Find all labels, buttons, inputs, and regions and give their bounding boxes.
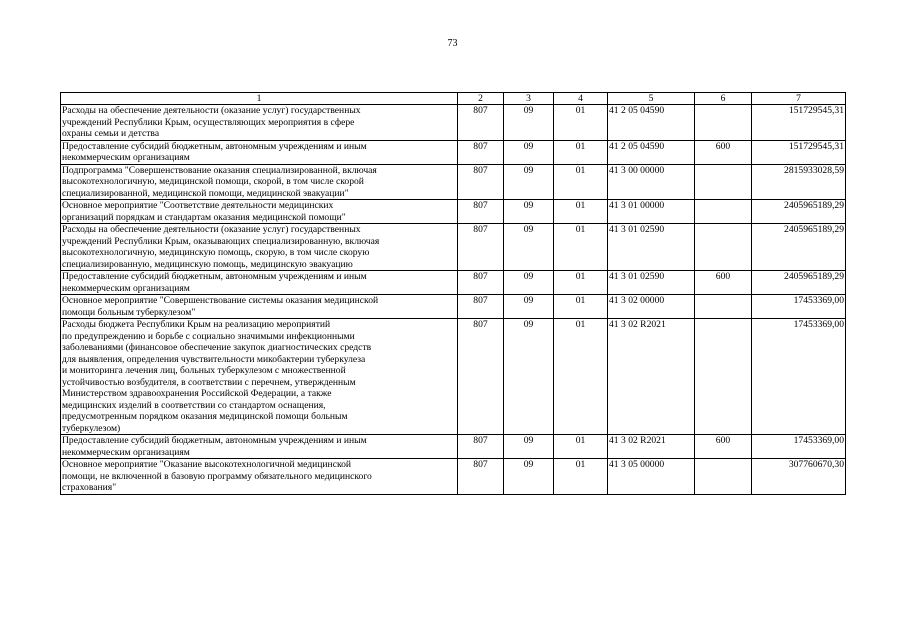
row-rz: 09 — [504, 459, 554, 495]
row-sum: 2405965189,29 — [752, 271, 846, 295]
row-sum: 151729545,31 — [752, 105, 846, 141]
row-name: Основное мероприятие "Совершенствование системы оказания медицинской помощи больным туберкулезом" — [61, 295, 458, 319]
row-pr: 01 — [554, 200, 608, 224]
row-pr: 01 — [554, 140, 608, 164]
row-pr: 01 — [554, 164, 608, 200]
header-pr-col: 4 — [554, 93, 608, 105]
header-vr-col: 6 — [695, 93, 752, 105]
header-sum-col: 7 — [752, 93, 846, 105]
table-row — [61, 200, 846, 224]
row-sum: 2815933028,59 — [752, 164, 846, 200]
row-gr: 807 — [458, 295, 504, 319]
table-row — [61, 140, 846, 164]
row-cs: 41 3 02 00000 — [608, 295, 695, 319]
table-row — [61, 319, 846, 435]
table-header-row — [61, 93, 846, 105]
row-pr: 01 — [554, 459, 608, 495]
row-cs: 41 3 05 00000 — [608, 459, 695, 495]
table-row — [61, 105, 846, 141]
row-rz: 09 — [504, 435, 554, 459]
row-pr: 01 — [554, 224, 608, 271]
row-gr: 807 — [458, 319, 504, 435]
table-row — [61, 271, 846, 295]
table-row — [61, 224, 846, 271]
header-rz-col: 3 — [504, 93, 554, 105]
header-cs-col: 5 — [608, 93, 695, 105]
row-gr: 807 — [458, 105, 504, 141]
row-gr: 807 — [458, 435, 504, 459]
row-name: Предоставление субсидий бюджетным, автономным учреждениям и иным некоммерческим организациям — [61, 140, 458, 164]
row-vr: 600 — [695, 435, 752, 459]
table-row — [61, 459, 846, 495]
row-cs: 41 3 01 00000 — [608, 200, 695, 224]
row-vr: 600 — [695, 271, 752, 295]
row-cs: 41 3 02 R2021 — [608, 319, 695, 435]
row-gr: 807 — [458, 140, 504, 164]
row-gr: 807 — [458, 200, 504, 224]
row-name: Основное мероприятие "Оказание высокотехнологичной медицинской помощи, не включенной в базовую программу обязательного медицинского страхования" — [61, 459, 458, 495]
row-vr — [695, 459, 752, 495]
row-rz: 09 — [504, 164, 554, 200]
row-name: Подпрограмма "Совершенствование оказания специализированной, включая высокотехнологичную, медицинской помощи, скорой, в том числе скорой специализированной, медицинской помощи, медицинской эвакуации" — [61, 164, 458, 200]
row-vr — [695, 200, 752, 224]
table-row — [61, 164, 846, 200]
row-cs: 41 3 00 00000 — [608, 164, 695, 200]
row-rz: 09 — [504, 200, 554, 224]
row-vr — [695, 105, 752, 141]
table-row — [61, 435, 846, 459]
row-cs: 41 3 02 R2021 — [608, 435, 695, 459]
row-cs: 41 2 05 04590 — [608, 140, 695, 164]
row-name: Расходы на обеспечение деятельности (оказание услуг) государственных учреждений Республики Крым, осуществляющих мероприятия в сфере охраны семьи и детства — [61, 105, 458, 141]
row-gr: 807 — [458, 271, 504, 295]
row-cs: 41 3 01 02590 — [608, 224, 695, 271]
row-pr: 01 — [554, 295, 608, 319]
row-sum: 17453369,00 — [752, 435, 846, 459]
row-rz: 09 — [504, 105, 554, 141]
row-vr: 600 — [695, 140, 752, 164]
row-gr: 807 — [458, 164, 504, 200]
row-rz: 09 — [504, 295, 554, 319]
row-rz: 09 — [504, 140, 554, 164]
row-name: Основное мероприятие "Соответствие деятельности медицинских организаций порядкам и стандартам оказания медицинской помощи" — [61, 200, 458, 224]
row-sum: 151729545,31 — [752, 140, 846, 164]
header-gr-col: 2 — [458, 93, 504, 105]
row-name: Предоставление субсидий бюджетным, автономным учреждениям и иным некоммерческим организациям — [61, 271, 458, 295]
row-pr: 01 — [554, 271, 608, 295]
table-row — [61, 295, 846, 319]
row-vr — [695, 319, 752, 435]
budget-table — [60, 92, 846, 495]
row-pr: 01 — [554, 319, 608, 435]
row-cs: 41 2 05 04590 — [608, 105, 695, 141]
row-name: Расходы на обеспечение деятельности (оказание услуг) государственных учреждений Республики Крым, оказывающих специализированную, включая высокотехнологичную, медицинскую помощь, скорую, в том числе скорую специализированную, медицинскую помощь, медицинскую эвакуацию — [61, 224, 458, 271]
row-vr — [695, 224, 752, 271]
page-number: 73 — [447, 38, 458, 49]
row-sum: 17453369,00 — [752, 295, 846, 319]
row-pr: 01 — [554, 105, 608, 141]
row-rz: 09 — [504, 271, 554, 295]
row-sum: 2405965189,29 — [752, 224, 846, 271]
row-rz: 09 — [504, 224, 554, 271]
row-cs: 41 3 01 02590 — [608, 271, 695, 295]
row-gr: 807 — [458, 224, 504, 271]
row-sum: 307760670,30 — [752, 459, 846, 495]
row-rz: 09 — [504, 319, 554, 435]
row-name: Предоставление субсидий бюджетным, автономным учреждениям и иным некоммерческим организациям — [61, 435, 458, 459]
table-body — [61, 105, 846, 495]
row-sum: 17453369,00 — [752, 319, 846, 435]
row-gr: 807 — [458, 459, 504, 495]
header-name-col: 1 — [61, 93, 458, 105]
row-name: Расходы бюджета Республики Крым на реализацию мероприятий по предупреждению и борьбе с социально значимыми инфекционными заболеваниями (финансовое обеспечение закупок диагностических средств для выявления, определения чувствительности микобактерии туберкулеза и мониторинга лечения лиц, больных туберкулезом с множественной устойчивостью возбудителя, в соответствии с перечнем, утвержденным Министерством здравоохранения Российской Федерации, а также медицинских изделий в соответствии со стандартом оснащения, предусмотренным порядком оказания медицинской помощи больным туберкулезом) — [61, 319, 458, 435]
row-sum: 2405965189,29 — [752, 200, 846, 224]
row-vr — [695, 164, 752, 200]
row-vr — [695, 295, 752, 319]
row-pr: 01 — [554, 435, 608, 459]
